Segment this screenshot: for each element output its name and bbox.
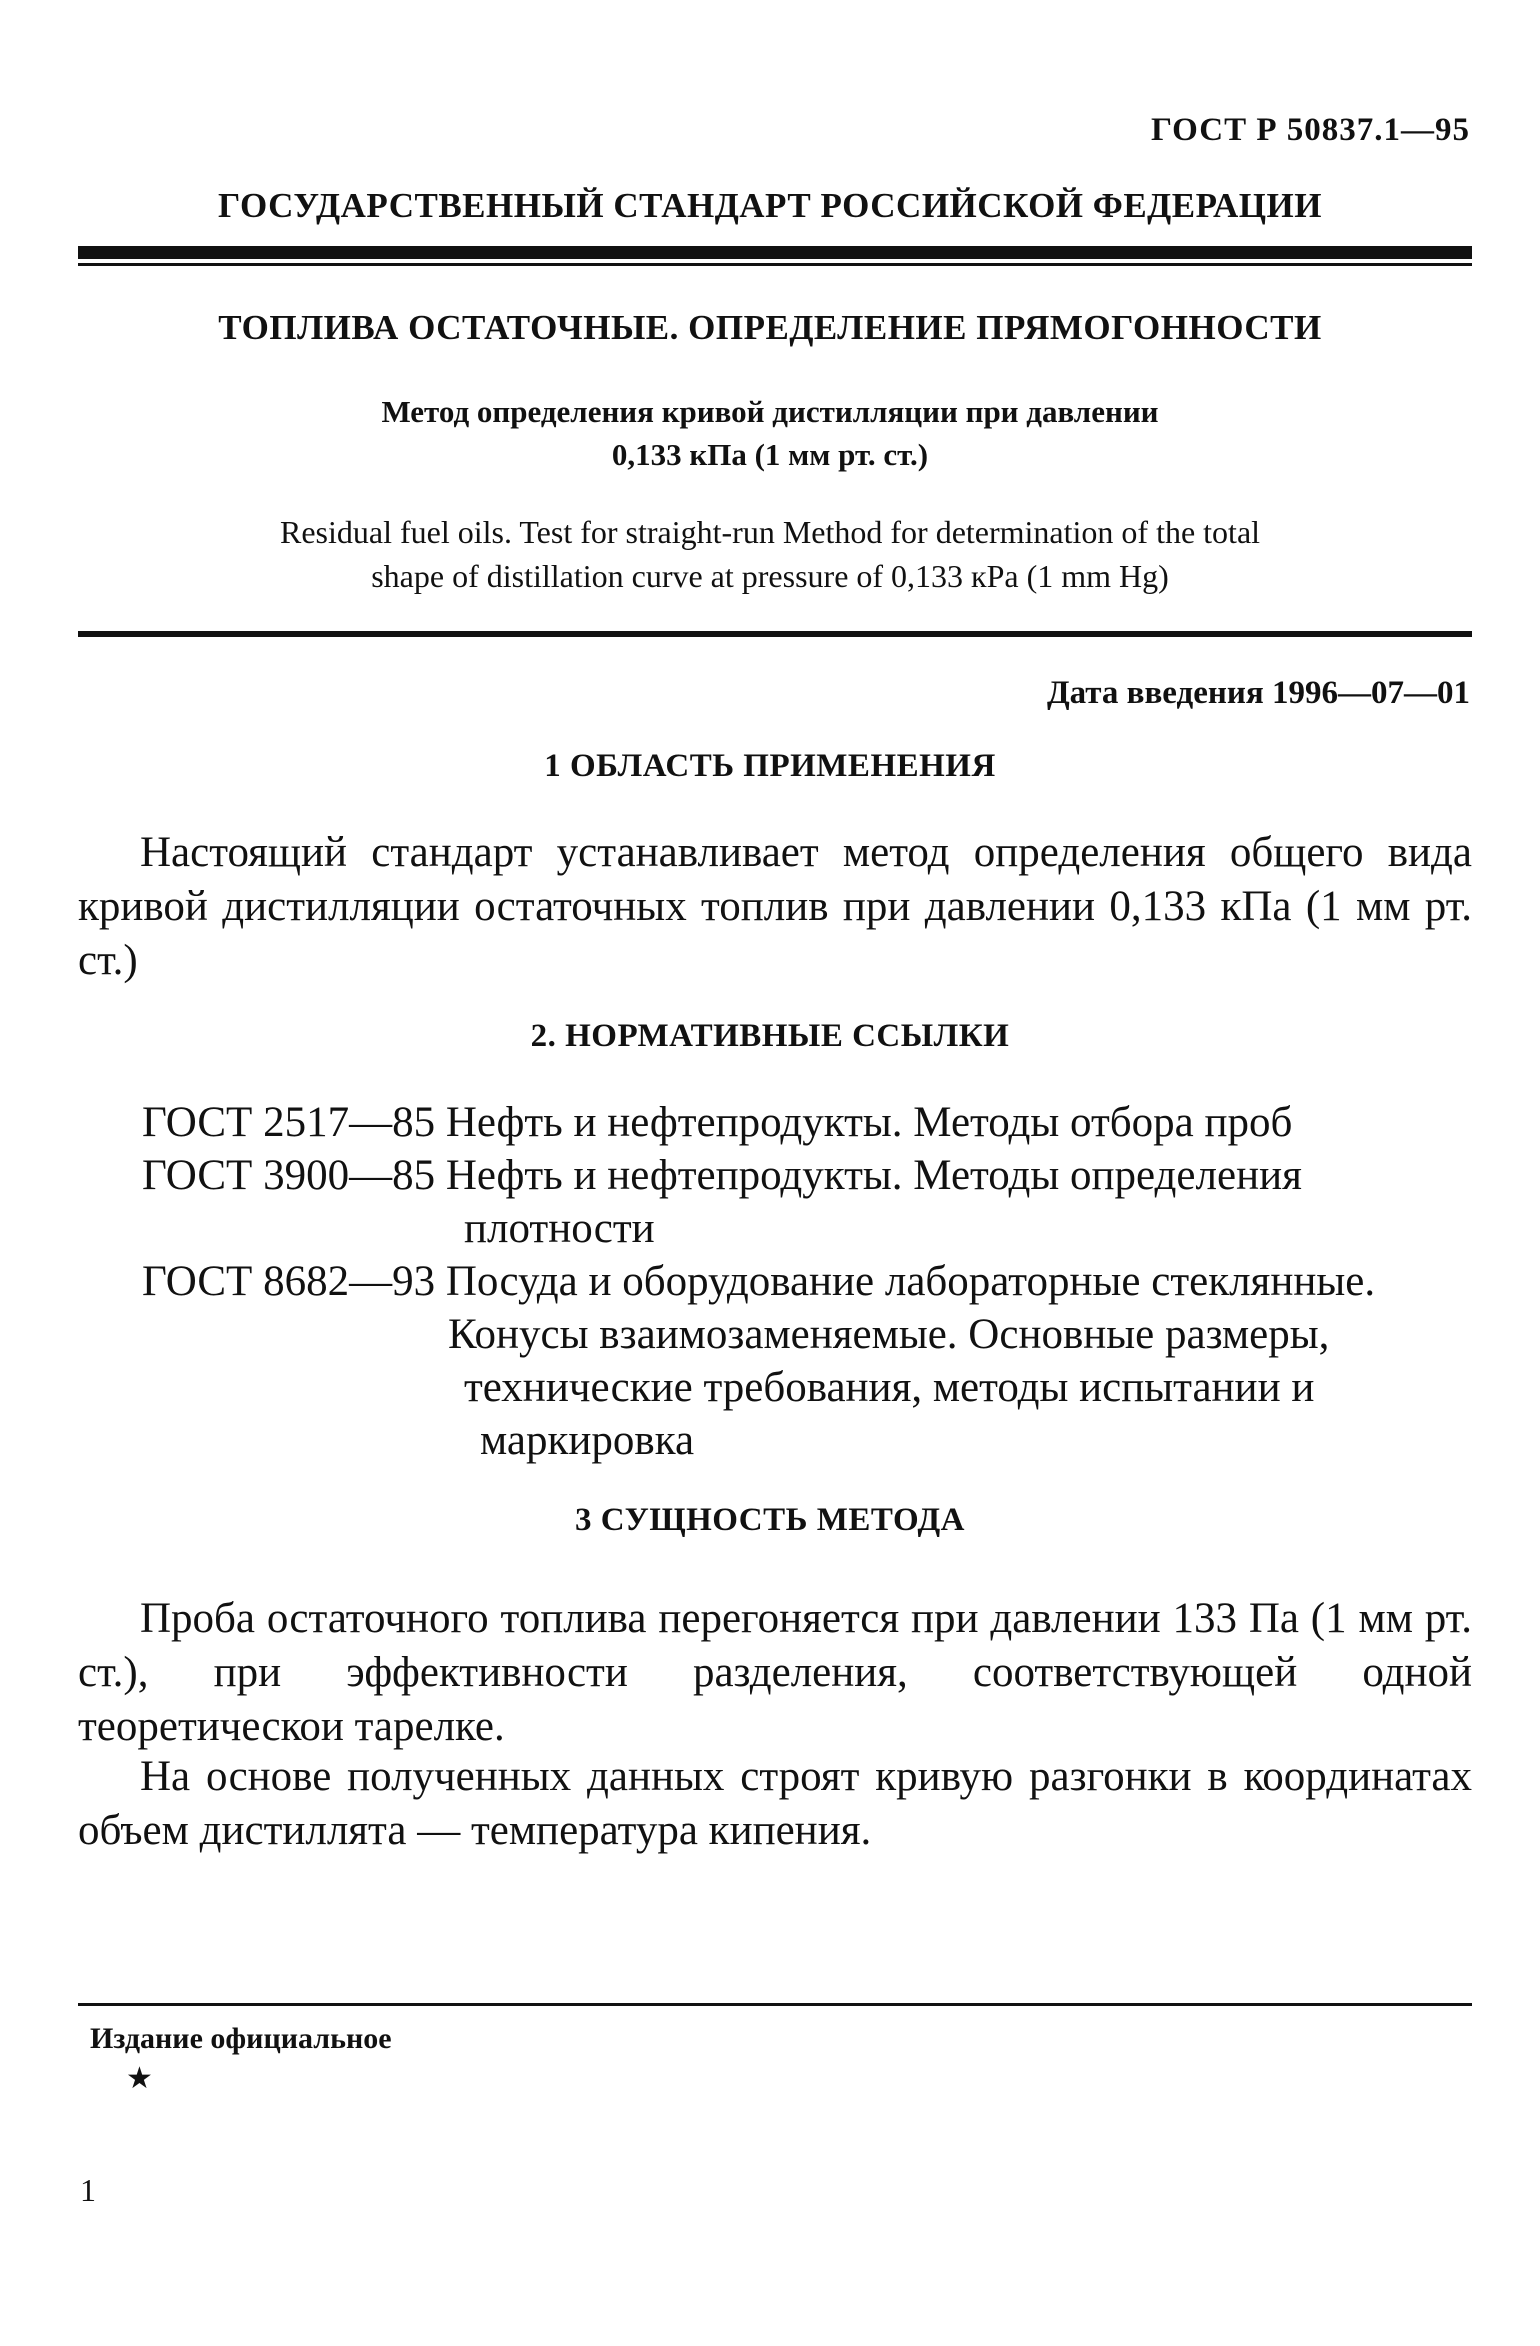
footer-rule [78, 2003, 1472, 2006]
state-standard-heading: ГОСУДАРСТВЕННЫЙ СТАНДАРТ РОССИЙСКОЙ ФЕДЕРАЦИИ [218, 186, 1322, 225]
english-title [78, 510, 1462, 598]
section-1-paragraph: Настоящий стандарт устанавливает метод определения общего вида кривой дистилляции остаточных топлив при давлении 0,133 кПа (1 мм рт. ст.) [78, 829, 1472, 984]
introduction-date: Дата введения 1996—07—01 [1046, 675, 1470, 711]
official-edition-label: Издание официальное [90, 2022, 392, 2055]
reference-continuation: плотности [464, 1205, 655, 1252]
document-subtitle [78, 390, 1462, 476]
english-title-line-2: shape of distillation curve at pressure of 0,133 кPa (1 mm Hg) [371, 558, 1169, 594]
header-rule-thin [78, 263, 1472, 266]
star-icon: ★ [126, 2062, 153, 2095]
title-rule [78, 631, 1472, 637]
reference-line: ГОСТ 2517—85 Нефть и нефтепродукты. Методы отбора проб [142, 1099, 1293, 1146]
reference-item [142, 1255, 1472, 1467]
header-rule-thick [78, 246, 1472, 259]
subtitle-line-2: 0,133 кПа (1 мм рт. ст.) [611, 437, 929, 472]
section-1-heading: 1 ОБЛАСТЬ ПРИМЕНЕНИЯ [544, 748, 996, 784]
section-3-heading: 3 СУЩНОСТЬ МЕТОДА [574, 1502, 966, 1538]
section-3-paragraph-2: На основе полученных данных строят кривую разгонки в координатах объем дистиллята — температура кипения. [78, 1753, 1472, 1854]
document-code: ГОСТ Р 50837.1—95 [1151, 112, 1470, 148]
section-2-heading: 2. НОРМАТИВНЫЕ ССЫЛКИ [530, 1018, 1010, 1054]
english-title-line-1: Residual fuel oils. Test for straight-run Method for determination of the total [279, 514, 1261, 550]
reference-continuation: Конусы взаимозаменяемые. Основные размеры, [448, 1311, 1330, 1358]
reference-continuation: маркировка [480, 1417, 695, 1464]
reference-continuation: технические требования, методы испытании и [464, 1364, 1315, 1411]
document-title: ТОПЛИВА ОСТАТОЧНЫЕ. ОПРЕДЕЛЕНИЕ ПРЯМОГОННОСТИ [218, 308, 1322, 347]
reference-line: ГОСТ 3900—85 Нефть и нефтепродукты. Методы определения [142, 1152, 1302, 1199]
reference-item [142, 1096, 1472, 1149]
reference-line: ГОСТ 8682—93 Посуда и оборудование лабораторные стеклянные. [142, 1258, 1376, 1305]
section-3-paragraph-1: Проба остаточного топлива перегоняется при давлении 133 Па (1 мм рт. ст.), при эффективности разделения, соответствующей одной теоретическои тарелке. [78, 1595, 1472, 1750]
reference-item [142, 1149, 1472, 1255]
subtitle-line-1: Метод определения кривой дистилляции при давлении [381, 394, 1159, 429]
page-number: 1 [80, 2172, 96, 2208]
